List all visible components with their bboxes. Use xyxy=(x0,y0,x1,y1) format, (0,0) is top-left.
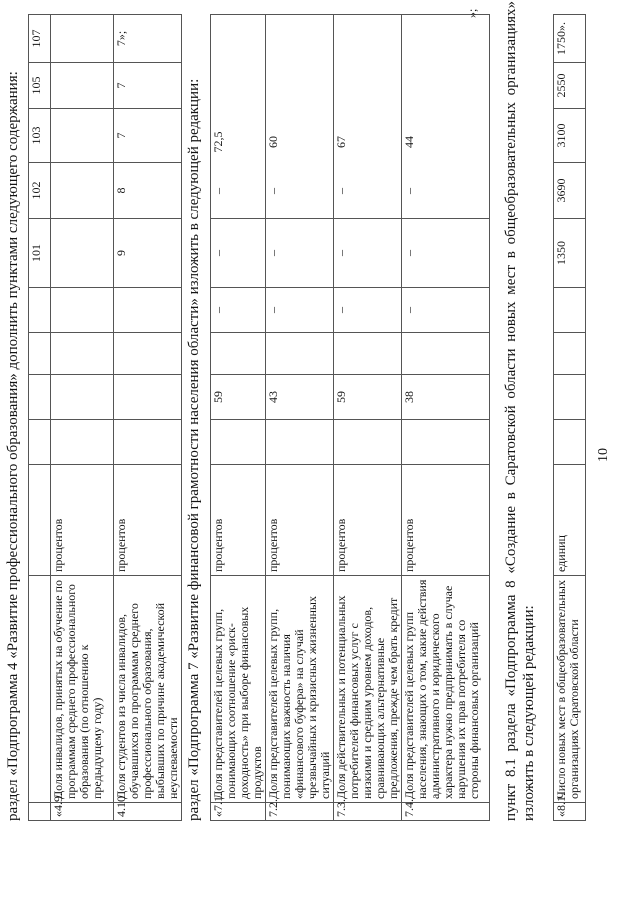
value-cell xyxy=(402,333,490,375)
table-row xyxy=(554,15,586,821)
table-cell xyxy=(29,375,51,420)
value-cell: – xyxy=(266,288,334,333)
unit-cell: процентов xyxy=(211,465,266,576)
value-cell: – xyxy=(211,288,266,333)
table-row xyxy=(29,15,51,821)
value-cell xyxy=(114,420,182,465)
value-cell xyxy=(554,288,586,333)
table-row xyxy=(402,15,490,821)
row-number: «7.1. xyxy=(211,803,266,821)
value-cell xyxy=(51,420,114,465)
value-cell xyxy=(211,333,266,375)
indicator-name: Доля представителей целевых групп, понимающих важность наличия «финансового буфера» на случай чрезвычайных и кризисных жизненных ситуаций xyxy=(266,576,334,803)
value-cell: – xyxy=(402,288,490,333)
row-number: 7.4. xyxy=(402,803,490,821)
value-cell xyxy=(51,15,114,63)
value-cell: 38 xyxy=(402,375,490,420)
value-cell xyxy=(114,375,182,420)
unit-cell: единиц xyxy=(554,465,586,576)
value-cell: 3690 xyxy=(554,163,586,219)
page-number: 10 xyxy=(596,448,611,462)
row-number: «4.9. xyxy=(51,803,114,821)
indicator-name: Доля студентов из числа инвалидов, обучавшихся по программам среднего профессионального образования, выбывших по причине академической неуспеваемости xyxy=(114,576,182,803)
value-cell xyxy=(51,63,114,109)
value-cell: – xyxy=(334,219,402,288)
value-cell: 2550 xyxy=(554,63,586,109)
section7-table xyxy=(210,14,490,821)
section4-heading: раздел «Подпрограмма 4 «Развитие профессионального образования» дополнить пунктами следующего содержания: xyxy=(5,71,21,821)
value-cell xyxy=(211,15,266,219)
section4-table xyxy=(28,14,182,821)
value-cell: 43 xyxy=(266,375,334,420)
value-cell xyxy=(554,420,586,465)
indicator-name: Доля инвалидов, принятых на обучение по программам среднего профессионального образования (по отношению к предыдущему году) xyxy=(51,576,114,803)
indicator-name: Доля представителей целевых групп, понимающих соотношение «риск-доходность» при выборе финансовых продуктов xyxy=(211,576,266,803)
unit-cell: процентов xyxy=(51,465,114,576)
value-cell: 3100 xyxy=(554,109,586,163)
value-cell xyxy=(554,375,586,420)
indicator-name: Число новых мест в общеобразовательных организациях Саратовской области xyxy=(554,576,586,803)
unit-cell: процентов xyxy=(266,465,334,576)
row-number: 4.10 xyxy=(114,803,182,821)
value-cell xyxy=(266,333,334,375)
value-cell xyxy=(334,15,402,219)
table-row xyxy=(334,15,402,821)
header-cell: 101 xyxy=(29,219,51,288)
section7-heading: раздел «Подпрограмма 7 «Развитие финансовой грамотности населения области» изложить в следующей редакции: xyxy=(186,78,202,821)
value-cell: 67 xyxy=(334,136,348,148)
unit-cell: процентов xyxy=(402,465,490,576)
table-cell xyxy=(29,803,51,821)
value-cell: – xyxy=(211,219,266,288)
table-cell xyxy=(29,420,51,465)
table-cell xyxy=(29,288,51,333)
value-cell xyxy=(51,163,114,219)
unit-cell: процентов xyxy=(334,465,402,576)
value-cell: 59 xyxy=(211,375,266,420)
value-cell: 60 xyxy=(266,136,280,148)
table-cell xyxy=(29,465,51,576)
value-cell: 9 xyxy=(114,219,182,288)
header-cell: 105 xyxy=(29,63,51,109)
section7-closing-quote: »; xyxy=(465,8,479,18)
value-cell xyxy=(334,333,402,375)
value-cell: 44 xyxy=(402,136,416,148)
row-number: 7.3. xyxy=(334,803,402,821)
indicator-name: Доля действительных и потенциальных потребителей финансовых услуг с низкими и средним уровнем доходов, сравнивающих альтернативные предложения, прежде чем брать кредит xyxy=(334,576,402,803)
value-cell xyxy=(51,375,114,420)
table-row xyxy=(211,15,266,821)
value-cell xyxy=(114,333,182,375)
value-cell xyxy=(402,420,490,465)
unit-cell: процентов xyxy=(114,465,182,576)
value-cell xyxy=(51,219,114,288)
value-cell xyxy=(554,333,586,375)
value-cell: 7 xyxy=(114,63,182,109)
table-row xyxy=(114,15,182,821)
table-row xyxy=(266,15,334,821)
value-dash: – xyxy=(211,188,225,194)
value-cell: 8 xyxy=(114,163,182,219)
value-cell xyxy=(334,420,402,465)
value-cell xyxy=(402,15,490,219)
value-cell xyxy=(51,288,114,333)
value-cell: 1750». xyxy=(554,15,586,63)
section8-table xyxy=(553,14,586,821)
value-cell xyxy=(51,109,114,163)
value-dash: – xyxy=(402,188,416,194)
value-cell xyxy=(51,333,114,375)
value-cell: 1350 xyxy=(554,219,586,288)
header-cell: 107 xyxy=(29,15,51,63)
table-cell xyxy=(29,333,51,375)
value-cell: – xyxy=(266,219,334,288)
header-cell: 103 xyxy=(29,109,51,163)
table-row xyxy=(51,15,114,821)
value-cell: 72,5 xyxy=(211,131,225,153)
value-cell xyxy=(266,420,334,465)
value-cell: – xyxy=(402,219,490,288)
value-cell: 59 xyxy=(334,375,402,420)
value-cell xyxy=(266,15,334,219)
value-cell xyxy=(211,420,266,465)
row-number: 7.2. xyxy=(266,803,334,821)
value-dash: – xyxy=(334,188,348,194)
value-cell xyxy=(114,288,182,333)
table-cell xyxy=(29,576,51,803)
value-cell: – xyxy=(334,288,402,333)
indicator-name: Доля представителей целевых групп населения, знающих о том, какие действия административного и юридического характера нужно предпринимать в случае нарушения их прав потребителя со стороны финансовых организаций xyxy=(402,576,490,803)
value-cell: 7»; xyxy=(114,15,182,63)
value-dash: – xyxy=(266,188,280,194)
header-cell: 102 xyxy=(29,163,51,219)
value-cell: 7 xyxy=(114,109,182,163)
section8-paragraph: пункт 8.1 раздела «Подпрограмма 8 «Создание в Саратовской области новых мест в общеобразовательных организациях» изложить в следующей редакции: xyxy=(503,1,537,821)
row-number: «8.1. xyxy=(554,803,586,821)
